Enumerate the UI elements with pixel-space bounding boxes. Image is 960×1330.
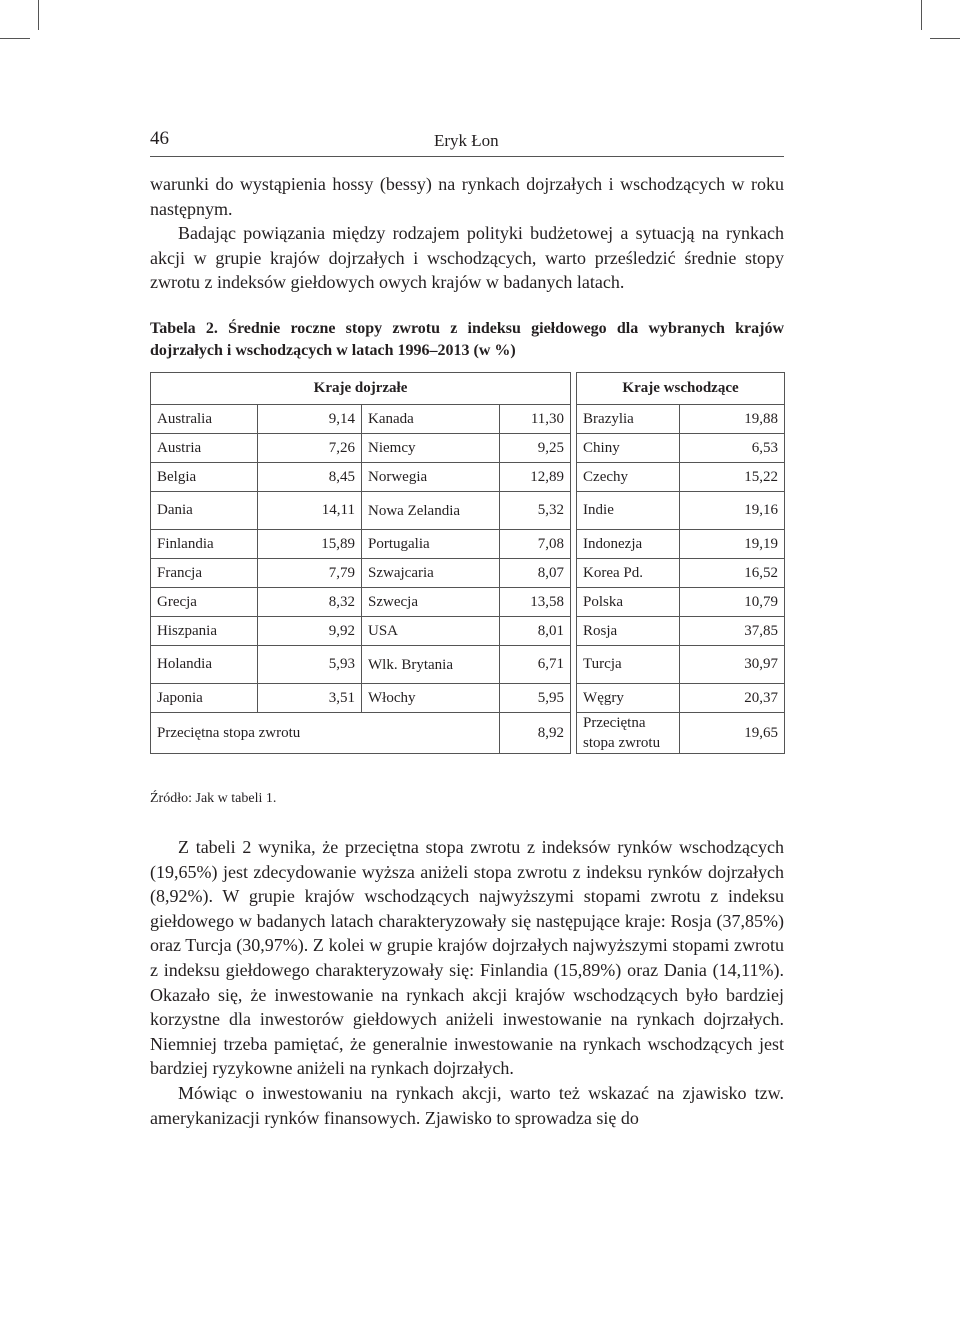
- header-emerging: Kraje wschodzące: [577, 373, 785, 405]
- value-emerging: 37,85: [680, 617, 785, 646]
- country-mature-b: USA: [362, 617, 500, 646]
- country-emerging: Czechy: [577, 463, 680, 492]
- table-row: [151, 434, 785, 463]
- value-mature-b: 11,30: [500, 405, 571, 434]
- value-emerging: 6,53: [680, 434, 785, 463]
- country-mature-a: Dania: [151, 492, 258, 530]
- table-source: Źródło: Jak w tabeli 1.: [150, 791, 277, 806]
- table-caption: Tabela 2. Średnie roczne stopy zwrotu z indeksu giełdowego dla wybranych krajów dojrzałych i wschodzących w latach 1996–2013 (w %): [150, 320, 784, 359]
- value-emerging: 20,37: [680, 684, 785, 713]
- value-mature-a: 9,14: [258, 405, 362, 434]
- country-emerging: Węgry: [577, 684, 680, 713]
- header-mature: Kraje dojrzałe: [151, 373, 571, 405]
- table-row: [151, 684, 785, 713]
- intro-paragraph-1: warunki do wystąpienia hossy (bessy) na rynkach dojrzałych i wschodzących w roku następnym.: [150, 174, 784, 219]
- country-emerging: Turcja: [577, 646, 680, 684]
- value-mature-b: 5,95: [500, 684, 571, 713]
- table-row: [151, 559, 785, 588]
- intro-text: [150, 172, 784, 295]
- average-mature-value: 8,92: [500, 713, 571, 754]
- table-row: [151, 617, 785, 646]
- running-header: [150, 128, 784, 157]
- table-row: [151, 405, 785, 434]
- country-emerging: Rosja: [577, 617, 680, 646]
- country-mature-a: Grecja: [151, 588, 258, 617]
- country-emerging: Korea Pd.: [577, 559, 680, 588]
- value-mature-a: 5,93: [258, 646, 362, 684]
- average-emerging-label: Przeciętna stopa zwrotu: [577, 713, 680, 754]
- value-mature-a: 9,92: [258, 617, 362, 646]
- average-emerging-value: 19,65: [680, 713, 785, 754]
- page-number: 46: [150, 128, 169, 149]
- crop-mark-top-left-h: [0, 38, 30, 39]
- value-mature-a: 7,79: [258, 559, 362, 588]
- value-emerging: 19,88: [680, 405, 785, 434]
- table-row: [151, 646, 785, 684]
- value-emerging: 15,22: [680, 463, 785, 492]
- value-mature-b: 6,71: [500, 646, 571, 684]
- average-mature-label: Przeciętna stopa zwrotu: [151, 713, 500, 754]
- value-mature-b: 5,32: [500, 492, 571, 530]
- discussion-paragraph-1: Z tabeli 2 wynika, że przeciętna stopa zwrotu z indeksów rynków wschodzących (19,65%) jest zdecydowanie wyższa aniżeli stopa zwrotu z indeksu rynków dojrzałych (8,92%). W grupie krajów wschodzących najwyższymi stopami zwrotu z indeksu giełdowego w badanych latach charakteryzowały się następujące kraje: Rosja (37,85%) oraz Turcja (30,97%). Z kolei w grupie krajów dojrzałych najwyższymi stopami zwrotu z indeksu giełdowego charakteryzowały się: Finlandia (15,89%) oraz Dania (14,11%). Okazało się, że inwestowanie na rynkach akcji krajów wschodzących było bardziej korzystne dla inwestorów giełdowych aniżeli inwestowanie na rynkach dojrzałych. Niemniej trzeba pamiętać, że generalnie inwestowanie na rynkach wschodzących jest bardziej ryzykowne aniżeli na rynkach dojrzałych.: [150, 837, 784, 1079]
- crop-mark-top-right-h: [930, 38, 960, 39]
- value-mature-b: 7,08: [500, 530, 571, 559]
- value-emerging: 16,52: [680, 559, 785, 588]
- value-mature-b: 8,07: [500, 559, 571, 588]
- value-emerging: 19,19: [680, 530, 785, 559]
- value-mature-b: 13,58: [500, 588, 571, 617]
- intro-paragraph-2: Badając powiązania między rodzajem polityki budżetowej a sytuacją na rynkach akcji w grupie krajów dojrzałych i wschodzących, warto prześledzić średnie stopy zwrotu z indeksów giełdowych owych krajów w badanych latach.: [150, 223, 784, 293]
- table-row: [151, 530, 785, 559]
- country-mature-a: Austria: [151, 434, 258, 463]
- country-mature-a: Australia: [151, 405, 258, 434]
- country-emerging: Chiny: [577, 434, 680, 463]
- table-header-row: [151, 373, 785, 405]
- country-mature-b: Norwegia: [362, 463, 500, 492]
- country-mature-a: Holandia: [151, 646, 258, 684]
- value-mature-b: 8,01: [500, 617, 571, 646]
- country-mature-b: Szwajcaria: [362, 559, 500, 588]
- country-mature-a: Belgia: [151, 463, 258, 492]
- country-mature-b: Szwecja: [362, 588, 500, 617]
- country-mature-a: Hiszpania: [151, 617, 258, 646]
- country-mature-a: Japonia: [151, 684, 258, 713]
- country-mature-a: Finlandia: [151, 530, 258, 559]
- country-mature-b: Niemcy: [362, 434, 500, 463]
- country-mature-b: Portugalia: [362, 530, 500, 559]
- value-mature-b: 9,25: [500, 434, 571, 463]
- value-mature-b: 12,89: [500, 463, 571, 492]
- returns-table: [150, 372, 785, 754]
- table-row: [151, 492, 785, 530]
- country-mature-b: Wlk. Brytania: [362, 646, 500, 684]
- value-mature-a: 7,26: [258, 434, 362, 463]
- table-row: [151, 463, 785, 492]
- value-mature-a: 14,11: [258, 492, 362, 530]
- value-mature-a: 8,32: [258, 588, 362, 617]
- value-emerging: 19,16: [680, 492, 785, 530]
- crop-mark-top-left: [38, 0, 39, 30]
- crop-mark-top-right: [921, 0, 922, 30]
- value-mature-a: 8,45: [258, 463, 362, 492]
- table-row: [151, 588, 785, 617]
- table-row-average: [151, 713, 785, 754]
- country-mature-a: Francja: [151, 559, 258, 588]
- value-mature-a: 3,51: [258, 684, 362, 713]
- country-mature-b: Kanada: [362, 405, 500, 434]
- country-emerging: Indonezja: [577, 530, 680, 559]
- value-emerging: 30,97: [680, 646, 785, 684]
- running-head-author: Eryk Łon: [434, 131, 499, 150]
- country-mature-b: Włochy: [362, 684, 500, 713]
- country-mature-b: Nowa Zelandia: [362, 492, 500, 530]
- value-mature-a: 15,89: [258, 530, 362, 559]
- country-emerging: Polska: [577, 588, 680, 617]
- discussion-text: [150, 835, 784, 1130]
- discussion-paragraph-2: Mówiąc o inwestowaniu na rynkach akcji, warto też wskazać na zjawisko tzw. amerykanizacji rynków finansowych. Zjawisko to sprowadza się do: [150, 1082, 784, 1128]
- country-emerging: Brazylia: [577, 405, 680, 434]
- value-emerging: 10,79: [680, 588, 785, 617]
- country-emerging: Indie: [577, 492, 680, 530]
